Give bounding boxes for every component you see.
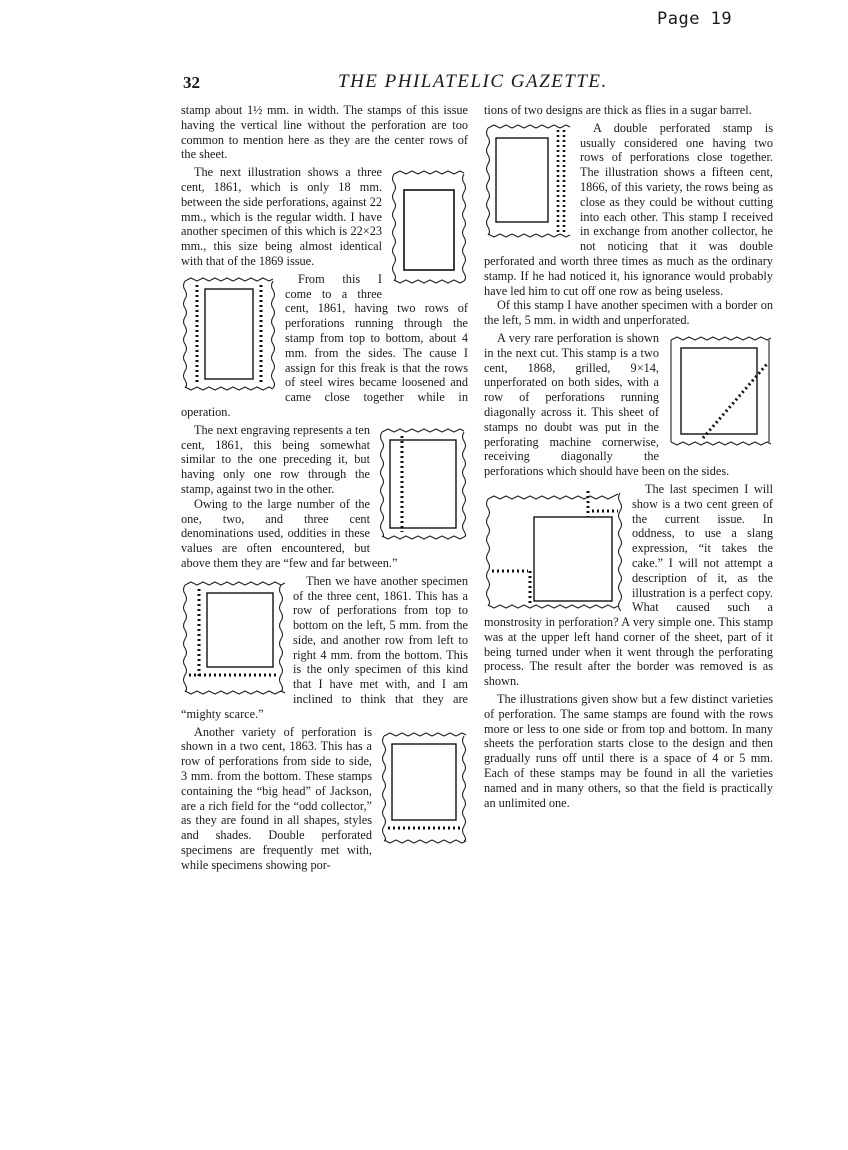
bottom-row-perforation-illustration bbox=[380, 730, 468, 846]
paragraph: A double perforated stamp is usually considered one having two rows of perforations close together. The illustration shows a fifteen cent, 1866, of this variety, the rows being as close as they could be without cutting into each other. This stamp I received in exchange from another collector, he not noticing that it was double perforated and worth three times as much as the ordinary stamp. If he had noticed it, his ignorance would probably have led him to cut off one row as being useless. bbox=[484, 120, 773, 298]
paragraph: Another variety of perforation is shown in a two cent, 1863. This has a row of perforations from side to side, 3 mm. from the bottom. These stamps containing the “big head” of Jackson, are a rich field for the “odd collector,” as they are found in all shapes, styles and shades. Double perforated specimens are frequently met with, while specimens showing por- bbox=[181, 724, 372, 872]
page-label: Page 19 bbox=[657, 9, 733, 29]
paragraph: Then we have another specimen of the three cent, 1861. This has a row of perforations from top to bottom on the left, 5 mm. from the side, and another row from left to right 4 mm. from the bottom. This is the only specimen of this kind that I have met with, and I am inclined to think that they are “mighty scarce.” bbox=[181, 573, 468, 721]
right-column bbox=[484, 103, 773, 810]
paragraph: A very rare perforation is shown in the next cut. This stamp is a two cent, 1868, grilled, 9×14, unperforated on both sides, with a row of perforations running diagonally across it. This sheet of stamps no doubt was put in the perforating machine cornerwise, receiving diagonally the perforations which should have been on the sides. bbox=[484, 330, 730, 479]
folded-corner-perforation-illustration bbox=[484, 485, 624, 611]
paragraph: The next engraving represents a ten cent, 1861, this being somewhat similar to the one preceding it, but having only one row through the stamp, against two in the other. bbox=[181, 422, 370, 496]
single-row-perforation-illustration bbox=[378, 426, 468, 542]
corner-rows-perforation-illustration bbox=[181, 579, 285, 697]
paragraph: From this I come to a three cent, 1861, having two rows of perforations running through the stamp from top to bottom, about 4 mm. from the sides. The cause I assign for this freak is that the rows of steel wires became loosened and came close together while in operation. bbox=[181, 271, 468, 419]
paragraph: The next illustration shows a three cent, 1861, which is only 18 mm. between the side perforations, against 22 mm., which is the regular width. I have another specimen of this which is 22×23 mm., this size being almost identical with that of the 1869 issue. bbox=[181, 165, 382, 268]
paragraph: stamp about 1½ mm. in width. The stamps of this issue having the vertical line without the perforation are too common to mention here as they are the center rows of the sheet. bbox=[181, 103, 468, 162]
double-perforated-fifteen-cent-illustration bbox=[484, 122, 572, 240]
narrow-stamp-illustration bbox=[390, 168, 468, 286]
double-row-perforation-illustration bbox=[181, 275, 277, 393]
paragraph: The illustrations given show but a few distinct varieties of perforation. The same stamps are found with the rows more or less to one side or from top and bottom. In many sheets the perforation starts close to the design and then gradually runs off until there is a space of 4 or 5 mm. Each of these stamps may be found in all the varieties named and in many others, so that the field is practically an unlimited one. bbox=[484, 692, 773, 810]
paragraph: tions of two designs are thick as flies in a sugar barrel. bbox=[484, 103, 752, 117]
folio-number: 32 bbox=[183, 73, 200, 92]
paragraph: Owing to the large number of the one, two, and three cent denominations used, oddities in these values are often encountered, but above them they are “few and far between.” bbox=[181, 496, 398, 570]
paragraph: The last specimen I will show is a two cent green of the current issue. In oddness, to use a slang expression, “it takes the cake.” I will not attempt a description of it, as the illustration is a perfect copy. What caused such a monstrosity in perforation? A very simple one. This stamp was at the upper left hand corner of the sheet, part of it being turned under when it went through the perforating process. The result after the border was removed is as shown. bbox=[484, 481, 773, 689]
left-column bbox=[181, 103, 468, 873]
diagonal-perforation-illustration bbox=[667, 334, 773, 448]
journal-title: THE PHILATELIC GAZETTE. bbox=[338, 71, 608, 92]
paragraph: Of this stamp I have another specimen with a border on the left, 5 mm. in width and unperforated. bbox=[484, 298, 773, 328]
